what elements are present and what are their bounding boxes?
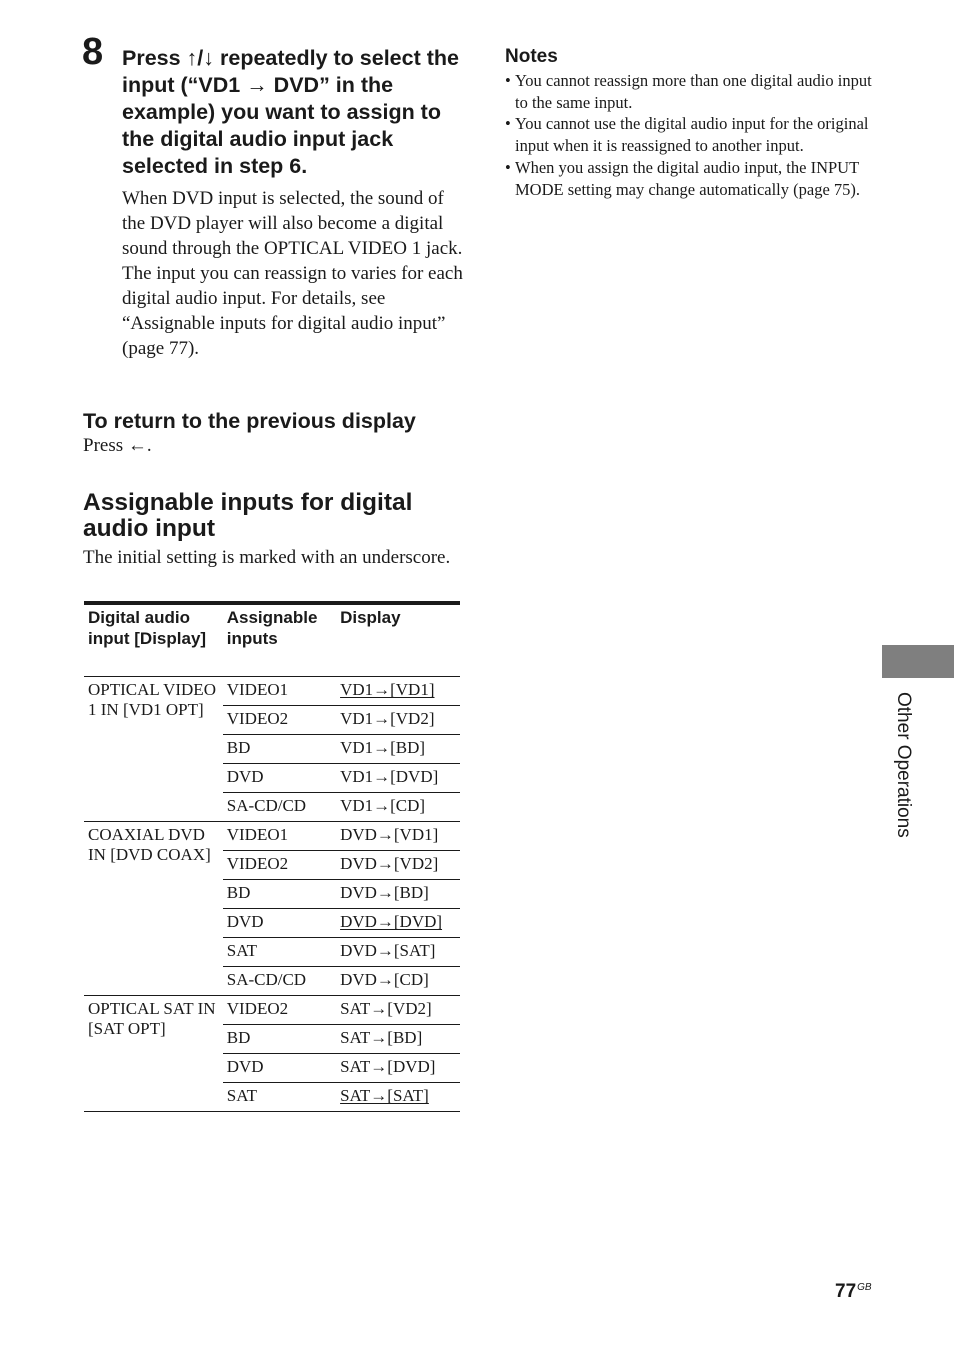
assignable-input-cell: VIDEO2 — [223, 706, 336, 735]
assignable-inputs-intro: The initial setting is marked with an underscore. — [83, 547, 451, 568]
display-cell — [336, 793, 460, 822]
page-number-value: 77 — [835, 1281, 857, 1302]
display-cell — [336, 706, 460, 735]
display-value-initial: SAT→[SAT] — [340, 1086, 429, 1105]
assignable-inputs-table — [84, 601, 460, 1112]
notes-heading: Notes — [505, 46, 558, 67]
display-value: VD1→[BD] — [340, 738, 426, 757]
step-heading: Press ↑/↓ repeatedly to select the input (“VD1 → DVD” in the example) you want to assign to the digital audio input jack selected in step 6. — [122, 46, 459, 178]
display-cell — [336, 880, 460, 909]
display-cell — [336, 938, 460, 967]
return-body: Press ←. — [83, 435, 152, 456]
assignable-inputs-heading: Assignable inputs for digital audio input — [83, 489, 413, 542]
display-value-initial: DVD→[DVD] — [340, 912, 443, 931]
assignable-input-cell: DVD — [223, 909, 336, 938]
digital-audio-input-cell: OPTICAL VIDEO 1 IN [VD1 OPT] — [84, 677, 223, 822]
display-value: DVD→[CD] — [340, 970, 429, 989]
display-cell — [336, 764, 460, 793]
assignable-input-cell: DVD — [223, 1054, 336, 1083]
table-row — [84, 822, 460, 851]
digital-audio-input-cell: COAXIAL DVD IN [DVD COAX] — [84, 822, 223, 996]
assignable-input-cell: SA-CD/CD — [223, 967, 336, 996]
step-body — [122, 186, 467, 361]
return-heading: To return to the previous display — [83, 409, 416, 433]
step-body-paragraph: When DVD input is selected, the sound of the DVD player will also become a digital sound through the OPTICAL VIDEO 1 jack. — [122, 188, 463, 259]
note-text: You cannot use the digital audio input for the original input when it is reassigned to another input. — [515, 114, 869, 156]
section-tab-marker — [882, 645, 954, 678]
digital-audio-input-cell: OPTICAL SAT IN [SAT OPT] — [84, 996, 223, 1112]
display-cell — [336, 822, 460, 851]
table-header-row — [84, 603, 460, 677]
display-value: DVD→[BD] — [340, 883, 429, 902]
assignable-input-cell: SA-CD/CD — [223, 793, 336, 822]
note-text: You cannot reassign more than one digital audio input to the same input. — [515, 71, 872, 112]
display-value: DVD→[VD2] — [340, 854, 439, 873]
display-cell — [336, 851, 460, 880]
header-display: Display — [336, 603, 460, 677]
display-cell — [336, 967, 460, 996]
page-number — [835, 1281, 872, 1303]
display-cell — [336, 1083, 460, 1112]
assignable-input-cell: VIDEO2 — [223, 851, 336, 880]
assignable-input-cell: BD — [223, 735, 336, 764]
display-cell — [336, 735, 460, 764]
assignable-input-cell: VIDEO1 — [223, 677, 336, 706]
assignable-input-cell: BD — [223, 1025, 336, 1054]
display-cell — [336, 1054, 460, 1083]
step-number: 8 — [82, 31, 104, 73]
section-tab-label: Other Operations — [893, 692, 914, 838]
display-cell — [336, 1025, 460, 1054]
note-item: • You cannot use the digital audio input for the original input when it is reassigned to another input. — [505, 114, 869, 156]
display-value: DVD→[VD1] — [340, 825, 439, 844]
assignable-input-cell: SAT — [223, 938, 336, 967]
note-item: • You cannot reassign more than one digital audio input to the same input. — [505, 71, 872, 112]
assignable-input-cell: SAT — [223, 1083, 336, 1112]
display-value: SAT→[BD] — [340, 1028, 423, 1047]
display-value: VD1→[CD] — [340, 796, 426, 815]
display-cell — [336, 909, 460, 938]
table-row — [84, 996, 460, 1025]
assignable-input-cell: VIDEO1 — [223, 822, 336, 851]
display-value: VD1→[DVD] — [340, 767, 439, 786]
display-value: DVD→[SAT] — [340, 941, 436, 960]
page-number-suffix: GB — [857, 1282, 872, 1293]
header-assignable-inputs: Assignable inputs — [223, 603, 336, 677]
display-value-initial: VD1→[VD1] — [340, 680, 435, 699]
table-body — [84, 677, 460, 1112]
notes-list — [505, 70, 880, 200]
display-cell — [336, 996, 460, 1025]
display-value: VD1→[VD2] — [340, 709, 435, 728]
assignable-input-cell: BD — [223, 880, 336, 909]
table-row — [84, 677, 460, 706]
note-item: • When you assign the digital audio input, the INPUT MODE setting may change automatically (page 75). — [505, 157, 861, 199]
header-digital-audio-input: Digital audio input [Display] — [84, 603, 223, 677]
display-value: SAT→[VD2] — [340, 999, 432, 1018]
note-text: When you assign the digital audio input, the INPUT MODE setting may change automatically (page 75). — [515, 157, 861, 199]
assignable-input-cell: DVD — [223, 764, 336, 793]
assignable-input-cell: VIDEO2 — [223, 996, 336, 1025]
display-cell — [336, 677, 460, 706]
step-body-paragraph: The input you can reassign to varies for each digital audio input. For details, see “Assignable inputs for digital audio input” (page 77). — [122, 263, 463, 359]
display-value: SAT→[DVD] — [340, 1057, 436, 1076]
